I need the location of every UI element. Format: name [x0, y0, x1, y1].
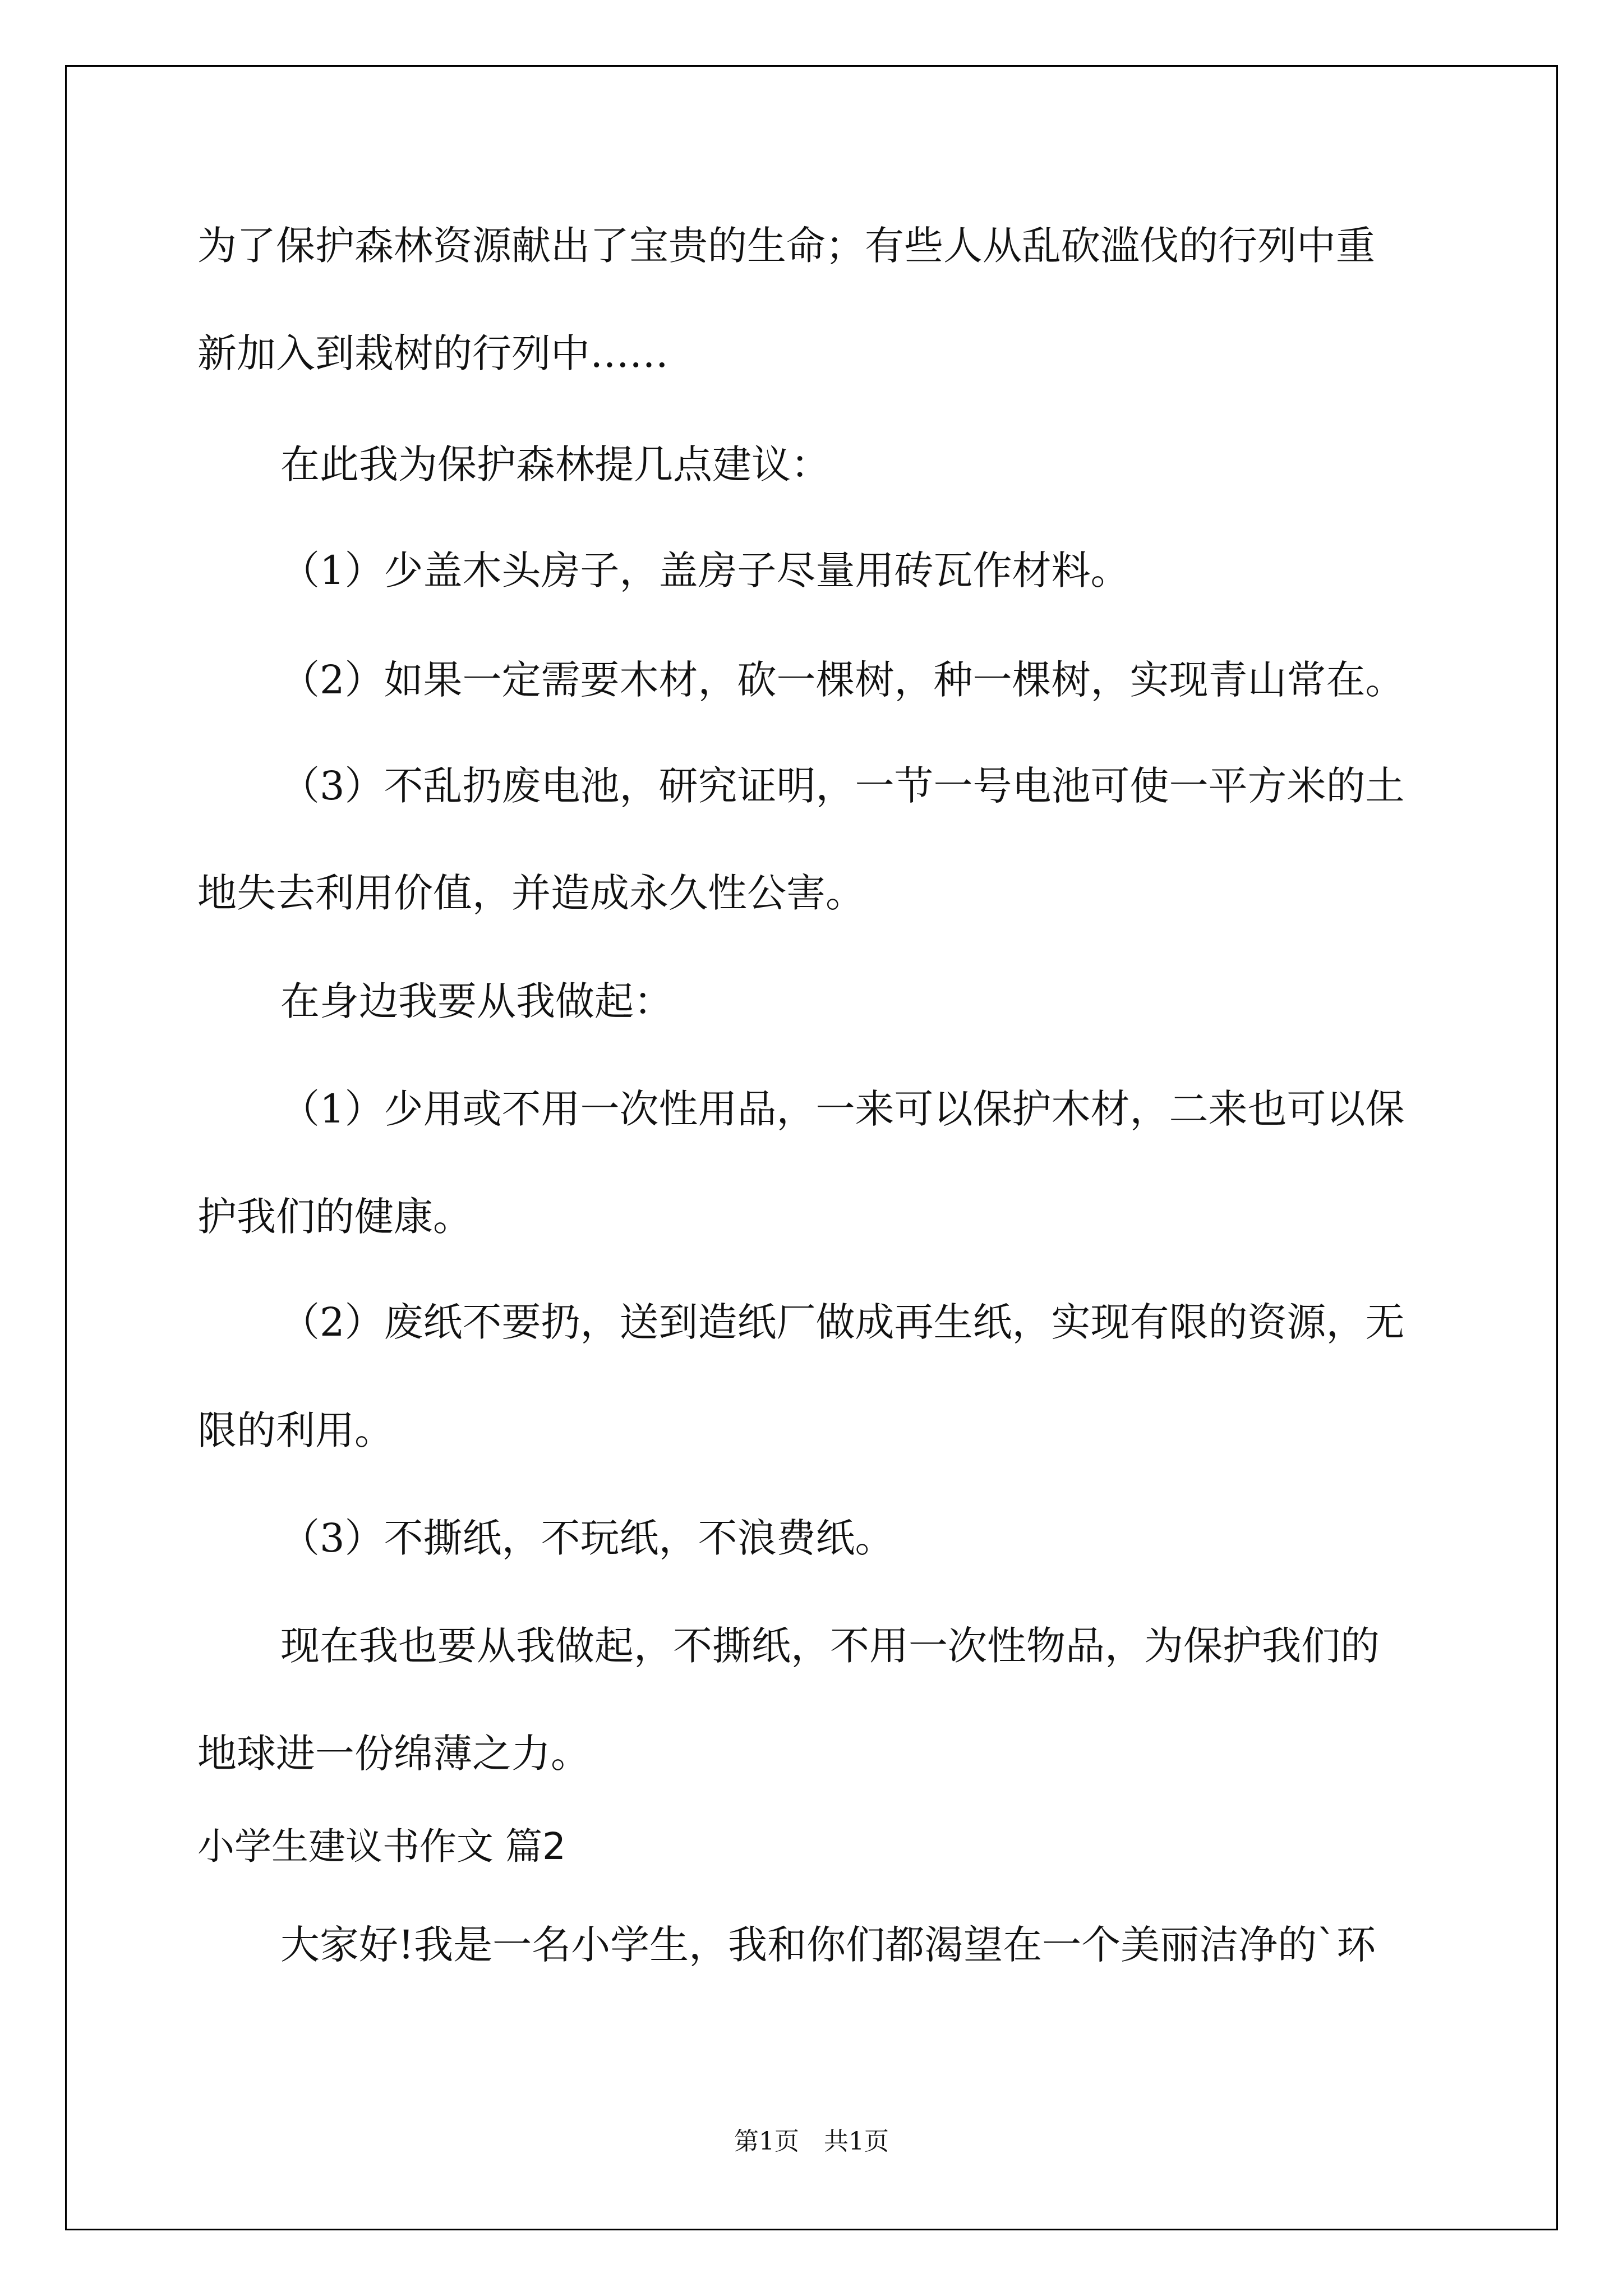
body-line: 地失去利用价值，并造成永久性公害。: [197, 870, 865, 916]
body-line: （2）如果一定需要木材，砍一棵树，种一棵树，实现青山常在。: [280, 657, 1405, 703]
body-line: （2）废纸不要扔，送到造纸厂做成再生纸，实现有限的资源，无: [280, 1299, 1405, 1345]
section-heading: 小学生建议书作文 篇2: [197, 1825, 566, 1868]
body-line: 在此我为保护森林提几点建议：: [280, 441, 830, 487]
body-line: 护我们的健康。: [197, 1194, 472, 1240]
body-line: （1）少盖木头房子，盖房子尽量用砖瓦作材料。: [280, 547, 1130, 593]
body-line: 现在我也要从我做起，不撕纸，不用一次性物品，为保护我们的: [280, 1623, 1380, 1669]
body-line: 大家好!我是一名小学生，我和你们都渴望在一个美丽洁净的`环: [280, 1922, 1376, 1968]
body-line: 新加入到栽树的行列中……: [197, 330, 668, 376]
body-line: 为了保护森林资源献出了宝贵的生命；有些人从乱砍滥伐的行列中重: [197, 223, 1375, 269]
body-line: 限的利用。: [197, 1407, 394, 1453]
body-line: 地球进一份绵薄之力。: [197, 1731, 590, 1777]
body-line: 在身边我要从我做起：: [280, 978, 673, 1024]
page-border: [65, 65, 1558, 2230]
page-footer: 第1页 共1页: [734, 2127, 889, 2156]
body-line: （1）少用或不用一次性用品，一来可以保护木材，二来也可以保: [280, 1086, 1405, 1132]
body-line: （3）不撕纸，不玩纸，不浪费纸。: [280, 1515, 895, 1561]
body-line: （3）不乱扔废电池，研究证明，一节一号电池可使一平方米的土: [280, 763, 1405, 809]
